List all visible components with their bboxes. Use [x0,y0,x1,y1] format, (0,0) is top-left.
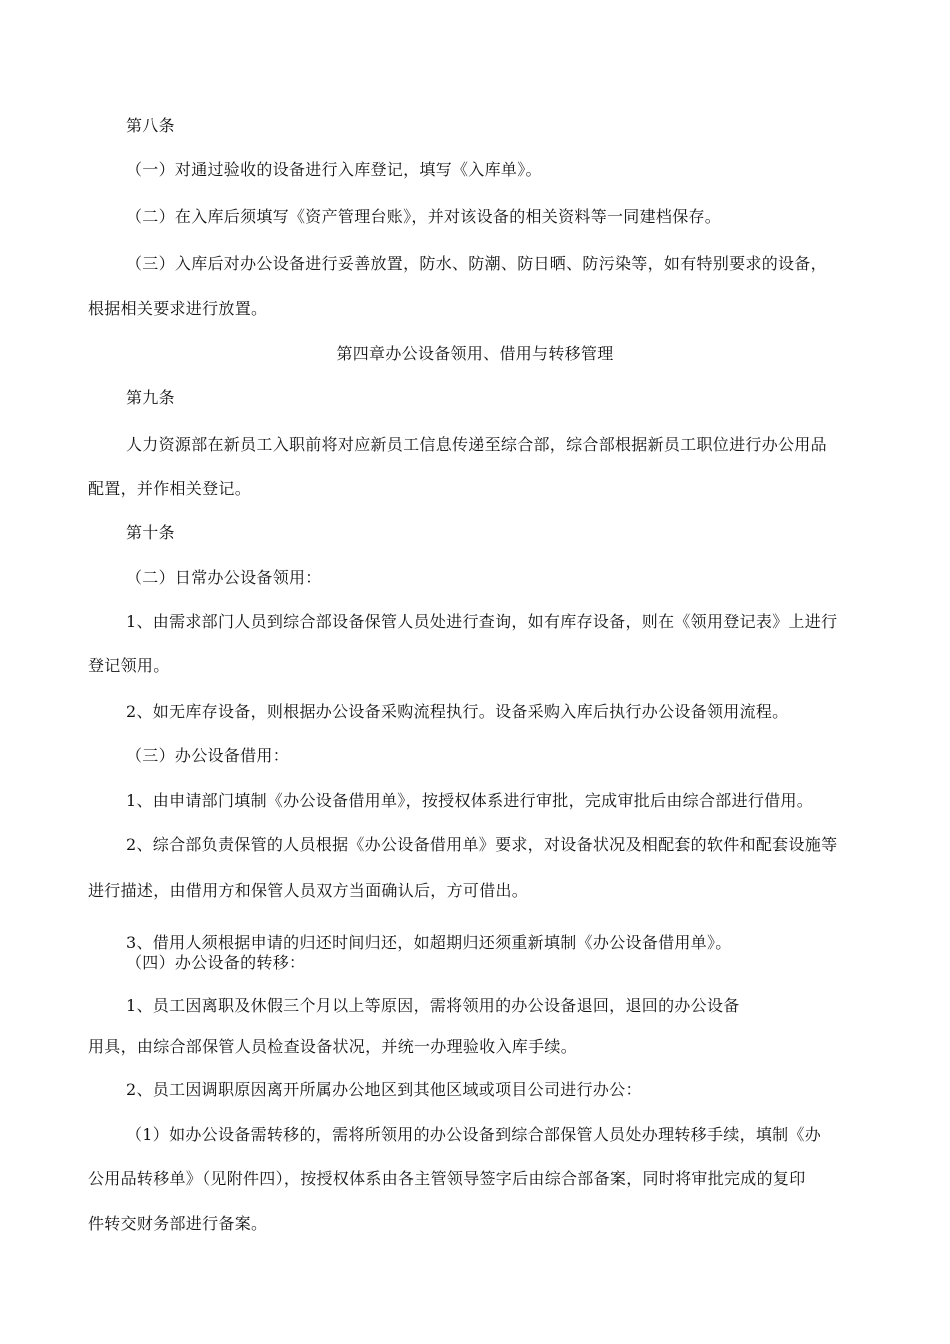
daily-use-item-1-line-2: 登记领用。 [88,656,170,675]
article-9-heading: 第九条 [126,388,175,407]
daily-use-heading: （二）日常办公设备领用： [126,568,322,587]
article-8-item-3-line-2: 根据相关要求进行放置。 [88,299,268,318]
article-8-item-1: （一）对通过验收的设备进行入库登记，填写《入库单》。 [126,160,542,179]
article-9-text-line-2: 配置，并作相关登记。 [88,479,252,498]
daily-use-item-1-line-1: 1、由需求部门人员到综合部设备保管人员处进行查询，如有库存设备，则在《领用登记表》上进行 [126,612,838,631]
transfer-item-2-1-line-1: （1）如办公设备需转移的，需将所领用的办公设备到综合部保管人员处办理转移手续，填制《办 [126,1125,822,1144]
transfer-item-2-1-line-3: 件转交财务部进行备案。 [88,1214,268,1233]
article-8-heading: 第八条 [126,116,175,135]
article-9-text-line-1: 人力资源部在新员工入职前将对应新员工信息传递至综合部，综合部根据新员工职位进行办公用品 [126,435,827,454]
article-10-heading: 第十条 [126,523,175,542]
transfer-item-1-line-2: 用具，由综合部保管人员检查设备状况，并统一办理验收入库手续。 [88,1037,578,1056]
transfer-item-2-1-line-2: 公用品转移单》（见附件四），按授权体系由各主管领导签字后由综合部备案，同时将审批完成的复印 [88,1169,806,1188]
borrow-item-2-line-1: 2、综合部负责保管的人员根据《办公设备借用单》要求，对设备状况及相配套的软件和配套设施等 [126,835,838,854]
daily-use-item-2: 2、如无库存设备，则根据办公设备采购流程执行。设备采购入库后执行办公设备领用流程。 [126,702,789,721]
borrow-heading: （三）办公设备借用： [126,746,290,765]
borrow-item-3: 3、借用人须根据申请的归还时间归还，如超期归还须重新填制《办公设备借用单》。 [126,933,732,952]
borrow-item-2-line-2: 进行描述，由借用方和保管人员双方当面确认后，方可借出。 [88,881,529,900]
borrow-item-1: 1、由申请部门填制《办公设备借用单》，按授权体系进行审批，完成审批后由综合部进行借用。 [126,791,814,810]
chapter-4-title: 第四章办公设备领用、借用与转移管理 [336,344,614,363]
transfer-item-1-line-1: 1、员工因离职及休假三个月以上等原因，需将领用的办公设备退回，退回的办公设备 [126,996,740,1015]
transfer-item-2: 2、员工因调职原因离开所属办公地区到其他区域或项目公司进行办公： [126,1080,642,1099]
transfer-heading: （四）办公设备的转移： [126,953,306,972]
article-8-item-2: （二）在入库后须填写《资产管理台账》，并对该设备的相关资料等一同建档保存。 [126,207,722,226]
article-8-item-3-line-1: （三）入库后对办公设备进行妥善放置，防水、防潮、防日晒、防污染等，如有特别要求的设备， [126,254,827,273]
